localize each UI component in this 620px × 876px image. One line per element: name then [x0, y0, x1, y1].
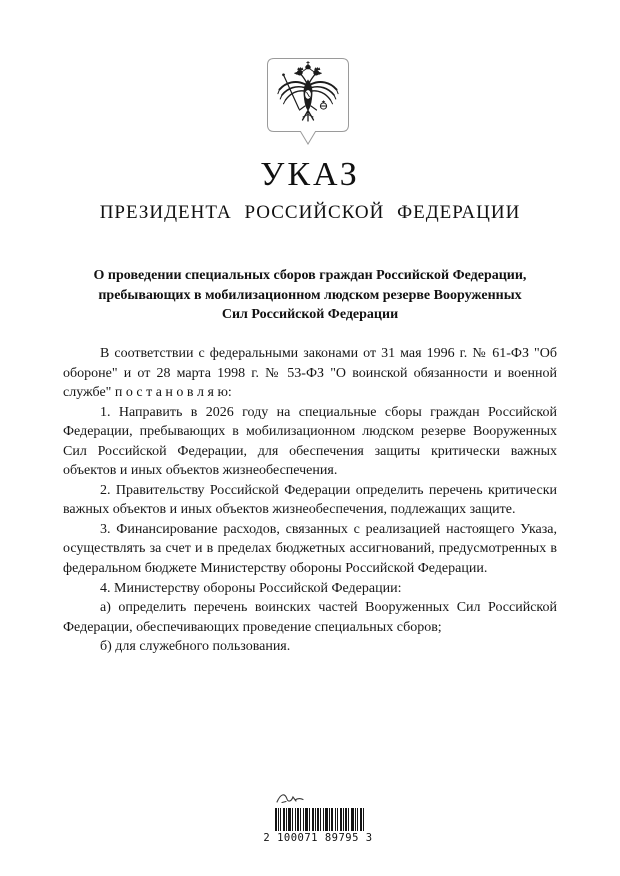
paragraph-item-4b: б) для служебного пользования.: [100, 639, 291, 655]
paragraph-item-4: 4. Министерству обороны Российской Федерации:: [100, 580, 402, 596]
ink-mark-icon: [274, 790, 306, 806]
document-type-title: УКАЗ: [260, 156, 360, 193]
registration-barcode: [262, 790, 374, 844]
paragraph-preamble: В соответствии с федеральными законами от 31 мая 1996 г. № 61-ФЗ "Об обороне" и от 28 марта 1998 г. № 53-ФЗ "О воинской обязанности и военной службе" п о с т а н о в л я ю:: [63, 346, 557, 401]
paragraph-item-3: 3. Финансирование расходов, связанных с реализацией настоящего Указа, осуществлять за счет и в пределах бюджетных ассигнований, предусмотренных в федеральном бюджете Министерству обороны Российской Федерации.: [63, 521, 557, 577]
double-headed-eagle-icon: [263, 56, 353, 148]
document-issuer: ПРЕЗИДЕНТА РОССИЙСКОЙ ФЕДЕРАЦИИ: [99, 202, 521, 223]
paragraph-item-1: 1. Направить в 2026 году на специальные сборы граждан Российской Федерации, пребывающих в мобилизационном людском резерве Вооруженных Сил Российской Федерации, для обеспечения защиты критически важных объектов и иных объектов жизнеобеспечения.: [63, 404, 557, 479]
document-subject-heading: О проведении специальных сборов граждан Российской Федерации, пребывающих в мобилизационном людском резерве Вооруженных Сил Российской Федерации: [93, 268, 527, 322]
barcode-bars: [275, 808, 361, 831]
document-body: [63, 344, 557, 657]
paragraph-item-4a: а) определить перечень воинских частей Вооруженных Сил Российской Федерации, обеспечивающих проведение специальных сборов;: [63, 600, 557, 635]
coat-of-arms-emblem: [263, 56, 353, 148]
paragraph-item-2: 2. Правительству Российской Федерации определить перечень критически важных объектов и иных объектов жизнеобеспечения, подлежащих защите.: [63, 482, 557, 518]
barcode-digits: 2 100071 89795 3: [263, 832, 373, 844]
